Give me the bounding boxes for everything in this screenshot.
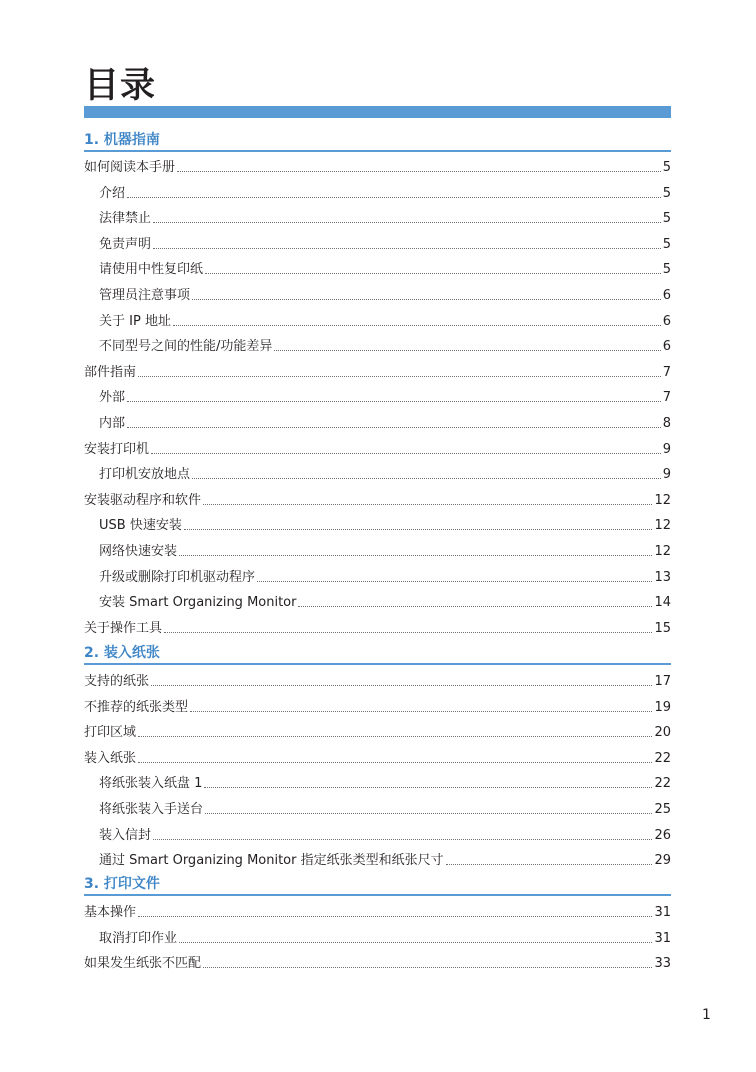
toc-entry-title: 不同型号之间的性能/功能差异 (99, 339, 273, 354)
toc-entry-page: 22 (654, 751, 671, 766)
toc-entry-title: 法律禁止 (99, 211, 152, 226)
dot-leader (192, 299, 661, 300)
dot-leader (127, 197, 661, 198)
dot-leader (190, 711, 652, 712)
toc-entry-page: 5 (662, 186, 671, 201)
dot-leader (274, 350, 660, 351)
toc-entry[interactable] (84, 772, 671, 792)
dot-leader (153, 248, 661, 249)
toc-entry[interactable] (84, 901, 671, 921)
toc-entry[interactable] (84, 489, 671, 509)
toc-entry-page: 6 (662, 288, 671, 303)
section-heading-text: 2. 装入纸张 (84, 645, 160, 661)
toc-entry[interactable] (84, 310, 671, 330)
toc-entry-title: 内部 (99, 416, 126, 431)
toc-entry[interactable] (84, 617, 671, 637)
toc-entry-page: 15 (654, 621, 671, 636)
toc-entry-page: 12 (654, 493, 671, 508)
toc-entry-title: 介绍 (99, 186, 126, 201)
toc-entry-title: 将纸张装入纸盘 1 (99, 776, 203, 791)
dot-leader (138, 376, 661, 377)
toc-entry[interactable] (84, 412, 671, 432)
toc-entry-page: 20 (654, 725, 671, 740)
section-heading (84, 128, 671, 152)
toc-entry[interactable] (84, 927, 671, 947)
toc-entry[interactable] (84, 721, 671, 741)
dot-leader (151, 685, 652, 686)
toc-entry-title: 关于操作工具 (84, 621, 163, 636)
toc-entry-title: 通过 Smart Organizing Monitor 指定纸张类型和纸张尺寸 (99, 853, 444, 868)
toc-entry-title: 打印机安放地点 (99, 467, 191, 482)
toc-entry[interactable] (84, 386, 671, 406)
toc-entry[interactable] (84, 849, 671, 869)
section-heading-text: 3. 打印文件 (84, 876, 160, 892)
toc-entry[interactable] (84, 591, 671, 611)
section-underline (84, 663, 671, 665)
section-heading (84, 641, 671, 665)
toc-entry-page: 29 (654, 853, 671, 868)
toc-entry-page: 13 (654, 570, 671, 585)
toc-entry-title: 管理员注意事项 (99, 288, 191, 303)
toc-entry[interactable] (84, 438, 671, 458)
toc-entry[interactable] (84, 824, 671, 844)
toc-entry[interactable] (84, 566, 671, 586)
toc-entry-title: 装入信封 (99, 828, 152, 843)
section-underline (84, 150, 671, 152)
dot-leader (179, 555, 652, 556)
toc-entry-page: 33 (654, 956, 671, 971)
dot-leader (138, 736, 652, 737)
toc-entry[interactable] (84, 335, 671, 355)
toc-entry-title: 如何阅读本手册 (84, 160, 176, 175)
page-number: 1 (702, 1007, 711, 1023)
toc-entry-page: 12 (654, 518, 671, 533)
toc-entry-page: 7 (662, 365, 671, 380)
toc-entry-page: 5 (662, 237, 671, 252)
section-underline (84, 894, 671, 896)
toc-entry[interactable] (84, 463, 671, 483)
toc-entry[interactable] (84, 207, 671, 227)
toc-entry-page: 5 (662, 211, 671, 226)
toc-entry[interactable] (84, 361, 671, 381)
dot-leader (179, 942, 652, 943)
toc-entry-title: 安装驱动程序和软件 (84, 493, 202, 508)
dot-leader (164, 632, 652, 633)
toc-entry-page: 6 (662, 339, 671, 354)
page-title: 目录 (84, 66, 157, 106)
toc-entry[interactable] (84, 514, 671, 534)
dot-leader (204, 787, 652, 788)
dot-leader (184, 529, 653, 530)
toc-entry[interactable] (84, 284, 671, 304)
dot-leader (153, 839, 652, 840)
toc-entry[interactable] (84, 258, 671, 278)
toc-entry-page: 12 (654, 544, 671, 559)
toc-entry-title: 安装 Smart Organizing Monitor (99, 595, 297, 610)
toc-entry-page: 7 (662, 390, 671, 405)
section-heading (84, 872, 671, 896)
dot-leader (127, 427, 661, 428)
toc-entry-page: 31 (654, 931, 671, 946)
toc-entry-title: 支持的纸张 (84, 674, 150, 689)
toc-entry-page: 17 (654, 674, 671, 689)
toc-entry-page: 8 (662, 416, 671, 431)
toc-entry[interactable] (84, 798, 671, 818)
toc-entry-page: 9 (662, 467, 671, 482)
toc-entry-page: 25 (654, 802, 671, 817)
dot-leader (138, 916, 652, 917)
dot-leader (138, 762, 652, 763)
toc-entry-page: 19 (654, 700, 671, 715)
toc-entry-title: 部件指南 (84, 365, 137, 380)
toc-entry-title: 装入纸张 (84, 751, 137, 766)
toc-entry[interactable] (84, 670, 671, 690)
dot-leader (257, 581, 652, 582)
toc-entry[interactable] (84, 747, 671, 767)
toc-entry[interactable] (84, 696, 671, 716)
toc-entry-title: USB 快速安装 (99, 518, 182, 533)
title-bar (84, 106, 671, 118)
toc-entry-title: 请使用中性复印纸 (99, 262, 204, 277)
dot-leader (173, 325, 661, 326)
dot-leader (192, 478, 661, 479)
dot-leader (205, 813, 652, 814)
toc-entry-page: 14 (654, 595, 671, 610)
dot-leader (203, 967, 652, 968)
toc-entry-page: 26 (654, 828, 671, 843)
toc-entry-title: 网络快速安装 (99, 544, 178, 559)
toc-entry-page: 22 (654, 776, 671, 791)
toc-entry[interactable] (84, 952, 671, 972)
section-heading-text: 1. 机器指南 (84, 132, 160, 148)
dot-leader (151, 453, 661, 454)
toc-entry-title: 将纸张装入手送台 (99, 802, 204, 817)
toc-entry-title: 升级或删除打印机驱动程序 (99, 570, 256, 585)
dot-leader (298, 606, 652, 607)
toc-entry-title: 外部 (99, 390, 126, 405)
dot-leader (446, 864, 653, 865)
dot-leader (153, 222, 661, 223)
toc-entry-title: 免责声明 (99, 237, 152, 252)
toc-entry-title: 基本操作 (84, 905, 137, 920)
toc-entry-page: 6 (662, 314, 671, 329)
dot-leader (177, 171, 661, 172)
toc-entry-page: 9 (662, 442, 671, 457)
toc-entry-title: 关于 IP 地址 (99, 314, 171, 329)
toc-entry-page: 5 (662, 262, 671, 277)
toc-entry-page: 5 (662, 160, 671, 175)
toc-entry-title: 如果发生纸张不匹配 (84, 956, 202, 971)
toc-entry[interactable] (84, 182, 671, 202)
toc-entry[interactable] (84, 156, 671, 176)
toc-entry-page: 31 (654, 905, 671, 920)
toc-entry-title: 安装打印机 (84, 442, 150, 457)
toc-entry-title: 不推荐的纸张类型 (84, 700, 189, 715)
toc-entry[interactable] (84, 540, 671, 560)
dot-leader (203, 504, 652, 505)
toc-entry-title: 打印区域 (84, 725, 137, 740)
toc-entry-title: 取消打印作业 (99, 931, 178, 946)
dot-leader (127, 401, 661, 402)
dot-leader (205, 273, 661, 274)
toc-entry[interactable] (84, 233, 671, 253)
